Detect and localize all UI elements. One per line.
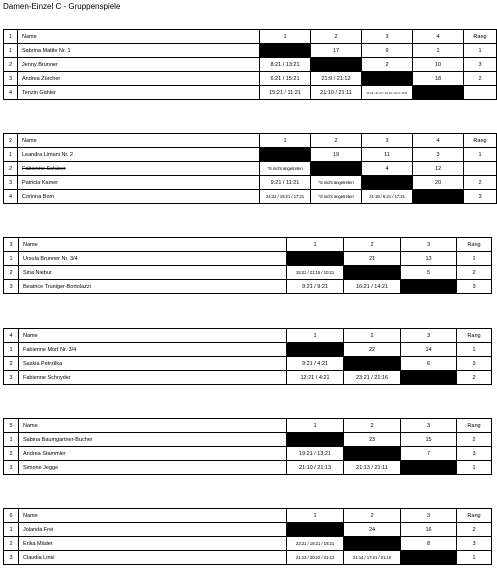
row-number: 2	[4, 58, 18, 72]
rank-cell: 3	[464, 190, 497, 204]
row-number: 2	[4, 357, 19, 371]
table-row	[4, 447, 492, 461]
result-cell: 23:21 / 19:21 / 19:21	[287, 537, 344, 551]
result-cell: 21:18 / 6:21 / 17:21	[362, 190, 413, 204]
rank-cell	[464, 162, 497, 176]
diagonal-block	[413, 86, 464, 100]
result-cell: 10	[413, 58, 464, 72]
diagonal-block	[401, 551, 457, 565]
player-name: Saskia Petrzilka	[19, 357, 287, 371]
table-header-row	[4, 30, 497, 44]
column-header: 2	[344, 238, 401, 252]
player-name: Fabienne Morf Nr. 3/4	[19, 343, 287, 357]
group-number: 1	[4, 30, 18, 44]
column-header: 3	[401, 329, 457, 343]
result-cell: 3	[413, 148, 464, 162]
result-cell: 4	[362, 162, 413, 176]
table-row	[4, 252, 492, 266]
rank-cell: 2	[457, 523, 492, 537]
player-name: Fabienne Schnyder	[19, 371, 287, 385]
diagonal-block	[401, 461, 457, 475]
result-cell: 9:21 / 4:21	[287, 357, 344, 371]
result-cell: 21	[344, 252, 401, 266]
result-cell: *S nicht angetreten	[260, 162, 311, 176]
table-row	[4, 523, 492, 537]
table-row	[4, 148, 497, 162]
column-header: Name	[19, 419, 287, 433]
row-number: 3	[4, 176, 18, 190]
column-header: Name	[18, 30, 260, 44]
row-number: 3	[4, 72, 18, 86]
column-header: 1	[287, 238, 344, 252]
player-name: Sabina Baumgartner-Bucher	[19, 433, 287, 447]
row-number: 2	[4, 537, 19, 551]
result-cell: 18	[413, 72, 464, 86]
player-name: Leandra Limani Nr. 2	[18, 148, 260, 162]
row-number: 2	[4, 266, 19, 280]
rank-cell: 1	[457, 252, 492, 266]
row-number: 4	[4, 190, 18, 204]
result-cell: 16	[401, 523, 457, 537]
column-header: 2	[344, 419, 401, 433]
rank-cell: 3	[457, 447, 492, 461]
row-number: 2	[4, 162, 18, 176]
result-cell: 21:14 / 17:21 / 21:10	[344, 551, 401, 565]
result-cell: 19:21 / 13:21	[287, 447, 344, 461]
column-header: Rang	[464, 30, 497, 44]
rank-cell: 2	[464, 72, 497, 86]
diagonal-block	[344, 266, 401, 280]
rank-cell: 3	[457, 280, 492, 294]
result-cell: 13	[401, 252, 457, 266]
result-cell: 17	[311, 44, 362, 58]
row-number: 2	[4, 447, 19, 461]
rank-cell: 3	[457, 357, 492, 371]
player-name: Andrea Stammler	[19, 447, 287, 461]
group-table-5	[3, 418, 492, 475]
column-header: Name	[19, 509, 287, 523]
column-header: 3	[362, 30, 413, 44]
row-number: 1	[4, 433, 19, 447]
player-name: Simone Jegge	[19, 461, 287, 475]
table-row	[4, 44, 497, 58]
result-cell: 9:21 / 9:21	[287, 280, 344, 294]
table-row	[4, 162, 497, 176]
table-row	[4, 58, 497, 72]
player-name: Jenny Brunner	[18, 58, 260, 72]
rank-cell	[464, 86, 497, 100]
column-header: Rang	[457, 238, 492, 252]
player-name: Corinna Bom	[18, 190, 260, 204]
result-cell: *S nicht angetreten	[311, 176, 362, 190]
table-row	[4, 357, 492, 371]
table-header-row	[4, 329, 492, 343]
rank-cell: 1	[457, 551, 492, 565]
table-row	[4, 190, 497, 204]
group-table-4	[3, 328, 492, 385]
player-name: Jolanda Frei	[19, 523, 287, 537]
result-cell: 8	[401, 537, 457, 551]
diagonal-block	[287, 523, 344, 537]
result-cell: 23:21 / 21:16	[344, 371, 401, 385]
diagonal-block	[260, 148, 311, 162]
group-table-3	[3, 237, 492, 294]
player-name: Sabrina Mattle Nr. 1	[18, 44, 260, 58]
column-header: Rang	[457, 329, 492, 343]
result-cell: 8:21 / 13:21	[260, 58, 311, 72]
column-header: 4	[413, 134, 464, 148]
rank-cell: 3	[457, 537, 492, 551]
table-header-row	[4, 134, 497, 148]
row-number: 4	[4, 86, 18, 100]
player-name: Beatrice Truniger-Bortolazzi	[19, 280, 287, 294]
result-cell: 14	[401, 343, 457, 357]
column-header: Rang	[464, 134, 497, 148]
column-header: 1	[260, 134, 311, 148]
result-cell: 5	[401, 266, 457, 280]
table-row	[4, 176, 497, 190]
rank-cell: 1	[457, 461, 492, 475]
table-row	[4, 433, 492, 447]
column-header: 1	[260, 30, 311, 44]
result-cell: *S nicht angetreten	[311, 190, 362, 204]
result-cell: 12:21 / 4:21	[287, 371, 344, 385]
result-cell: 9	[362, 44, 413, 58]
row-number: 3	[4, 551, 19, 565]
table-row	[4, 72, 497, 86]
result-cell: 6:21 / 15:21	[260, 72, 311, 86]
column-header: 3	[401, 419, 457, 433]
column-header: 1	[287, 329, 344, 343]
column-header: 2	[311, 30, 362, 44]
rank-cell: 1	[464, 44, 497, 58]
player-name: Andrea Zürcher	[18, 72, 260, 86]
result-cell: 9:21 / 11:21	[260, 176, 311, 190]
table-row	[4, 537, 492, 551]
result-cell: 21:10 / 21:11	[311, 86, 362, 100]
result-cell: 6	[401, 357, 457, 371]
group-number: 5	[4, 419, 19, 433]
table-row	[4, 371, 492, 385]
group-number: 4	[4, 329, 19, 343]
diagonal-block	[344, 357, 401, 371]
row-number: 1	[4, 343, 19, 357]
rank-cell: 2	[464, 176, 497, 190]
row-number: 1	[4, 44, 18, 58]
player-name: Patricia Kamer	[18, 176, 260, 190]
diagonal-block	[401, 280, 457, 294]
column-header: 1	[287, 509, 344, 523]
rank-cell: 2	[457, 433, 492, 447]
diagonal-block	[311, 58, 362, 72]
table-row	[4, 280, 492, 294]
column-header: 3	[362, 134, 413, 148]
column-header: Rang	[457, 419, 492, 433]
diagonal-block	[344, 447, 401, 461]
column-header: 2	[311, 134, 362, 148]
result-cell: 24	[344, 523, 401, 537]
result-cell: 11	[362, 148, 413, 162]
row-number: 1	[4, 148, 18, 162]
result-cell: 21:10 / 21:13	[287, 461, 344, 475]
column-header: Name	[18, 134, 260, 148]
result-cell: 1	[413, 44, 464, 58]
group-number: 2	[4, 134, 18, 148]
result-cell: 15	[401, 433, 457, 447]
diagonal-block	[413, 190, 464, 204]
column-header: Name	[19, 329, 287, 343]
rank-cell: 2	[457, 266, 492, 280]
result-cell: 2	[362, 58, 413, 72]
rank-cell: 2	[457, 371, 492, 385]
diagonal-block	[344, 537, 401, 551]
diagonal-block	[260, 44, 311, 58]
diagonal-block	[287, 252, 344, 266]
column-header: 3	[401, 509, 457, 523]
result-cell: 21:9 / 21:12	[311, 72, 362, 86]
diagonal-block	[362, 176, 413, 190]
table-row	[4, 551, 492, 565]
table-row	[4, 343, 492, 357]
row-number: 1	[4, 252, 19, 266]
player-name: Ursula Brunner Nr. 3/4	[19, 252, 287, 266]
row-number: 3	[4, 280, 19, 294]
result-cell: 12	[413, 162, 464, 176]
withdrawn-player-name: Fabienne Schärer	[22, 165, 66, 172]
result-cell: 16:21 / 14:21	[344, 280, 401, 294]
diagonal-block	[311, 162, 362, 176]
table-row	[4, 266, 492, 280]
table-header-row	[4, 509, 492, 523]
table-header-row	[4, 238, 492, 252]
column-header: 3	[401, 238, 457, 252]
result-cell: 15:21 / 21:15 / 10:21	[287, 266, 344, 280]
diagonal-block	[362, 72, 413, 86]
column-header: Rang	[457, 509, 492, 523]
table-row	[4, 461, 492, 475]
player-name: Tenzin Gähler	[18, 86, 260, 100]
rank-cell: 1	[464, 148, 497, 162]
row-number: 3	[4, 371, 19, 385]
row-number: 1	[4, 523, 19, 537]
result-cell: 24:22 / 19:21 / 17:21	[260, 190, 311, 204]
table-row	[4, 86, 497, 100]
result-cell: 21:13 / 20:22 / 21:13	[287, 551, 344, 565]
result-cell: 22	[344, 343, 401, 357]
player-name: Sina Niebur	[19, 266, 287, 280]
column-header: 1	[287, 419, 344, 433]
group-table-2	[3, 133, 497, 204]
rank-cell: 1	[457, 343, 492, 357]
player-name	[18, 162, 260, 176]
column-header: 2	[344, 509, 401, 523]
row-number: 3	[4, 461, 19, 475]
result-cell: 23	[344, 433, 401, 447]
column-header: 2	[344, 329, 401, 343]
result-cell: 7	[401, 447, 457, 461]
player-name: Erika Mäder	[19, 537, 287, 551]
result-cell: 19	[311, 148, 362, 162]
diagonal-block	[287, 343, 344, 357]
group-table-6	[3, 508, 492, 565]
table-header-row	[4, 419, 492, 433]
result-cell: 15:21 / 11:21	[260, 86, 311, 100]
group-number: 6	[4, 509, 19, 523]
column-header: Name	[19, 238, 287, 252]
group-table-1	[3, 29, 497, 100]
page-title: Damen-Einzel C - Gruppenspiele	[3, 2, 121, 11]
column-header: 4	[413, 30, 464, 44]
result-cell: 20	[413, 176, 464, 190]
rank-cell: 3	[464, 58, 497, 72]
diagonal-block	[401, 371, 457, 385]
group-number: 3	[4, 238, 19, 252]
player-name: Claudia Linsi	[19, 551, 287, 565]
result-cell: 21:13 / 21:11	[344, 461, 401, 475]
result-cell: 11:21 / 21:17 / 16:21 / 21:4 / 8:21	[362, 86, 413, 100]
diagonal-block	[287, 433, 344, 447]
